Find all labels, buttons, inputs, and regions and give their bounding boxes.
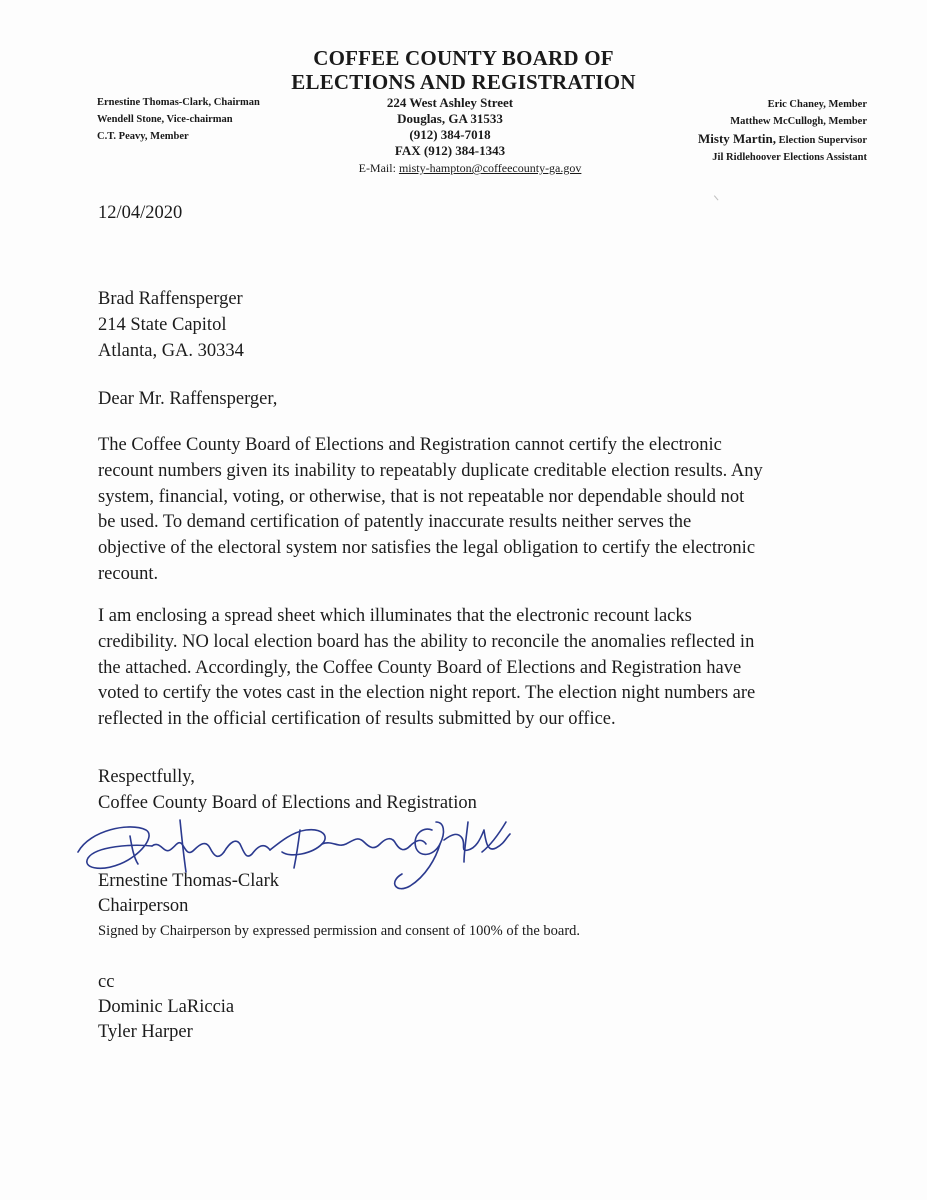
paragraph-2	[98, 604, 878, 733]
salutation: Dear Mr. Raffensperger,	[98, 389, 278, 409]
recipient-city: Atlanta, GA. 30334	[98, 341, 244, 361]
cc-label: cc	[98, 972, 115, 992]
supervisor-name: Misty Martin,	[698, 131, 776, 146]
address-street: 224 West Ashley Street	[386, 95, 514, 110]
email-link[interactable]: misty-hampton@coffeecounty-ga.gov	[398, 161, 582, 175]
paragraph-1	[98, 433, 878, 588]
email-label: E-Mail:	[358, 161, 396, 175]
signer-name: Ernestine Thomas-Clark	[98, 871, 280, 891]
member-peavy: C.T. Peavy, Member	[97, 131, 189, 142]
cc-recipient: Tyler Harper	[98, 1022, 193, 1042]
right-members-block	[698, 96, 867, 166]
address-block	[320, 95, 580, 159]
letter-date: 12/04/2020	[98, 203, 183, 223]
letterhead-title-line1: COFFEE COUNTY BOARD OF	[313, 46, 614, 70]
address-city: Douglas, GA 31533	[397, 111, 503, 126]
signature-permission-note: Signed by Chairperson by expressed permission and consent of 100% of the board.	[98, 923, 581, 939]
paragraph-1-line: recount.	[98, 563, 159, 584]
address-phone: (912) 384-7018	[409, 127, 491, 142]
paragraph-1-line: be used. To demand certification of patently inaccurate results neither serves the	[98, 512, 692, 533]
member-supervisor	[698, 130, 867, 149]
recipient-name: Brad Raffensperger	[98, 289, 243, 309]
recipient-street: 214 State Capitol	[98, 315, 227, 335]
paragraph-2-line: credibility. NO local election board has the ability to reconcile the anomalies reflected in	[98, 631, 755, 652]
paragraph-1-line: system, financial, voting, or otherwise, that is not repeatable nor dependable should not	[98, 486, 745, 507]
member-mccullogh: Matthew McCullogh, Member	[730, 116, 867, 127]
letterhead-title-line2: ELECTIONS AND REGISTRATION	[291, 70, 636, 94]
paragraph-2-line: voted to certify the votes cast in the election night report. The election night numbers are	[98, 683, 756, 704]
cc-recipient: Dominic LaRiccia	[98, 997, 235, 1017]
paragraph-2-line: I am enclosing a spread sheet which illuminates that the electronic recount lacks	[98, 606, 692, 626]
paragraph-1-line: The Coffee County Board of Elections and Registration cannot certify the electronic	[98, 435, 722, 455]
member-assistant: Jil Ridlehoover Elections Assistant	[712, 152, 867, 163]
paragraph-1-line: objective of the electoral system nor satisfies the legal obligation to certify the electronic	[98, 538, 756, 559]
signer-title: Chairperson	[98, 896, 189, 916]
signing-organization: Coffee County Board of Elections and Registration	[98, 793, 477, 813]
closing: Respectfully,	[98, 767, 195, 787]
address-fax: FAX (912) 384-1343	[394, 143, 506, 158]
member-chairman: Ernestine Thomas-Clark, Chairman	[97, 97, 260, 108]
member-vice-chairman: Wendell Stone, Vice-chairman	[97, 114, 233, 125]
paragraph-1-line: recount numbers given its inability to repeatably duplicate creditable election results. Any	[98, 460, 763, 481]
left-members-block	[97, 94, 260, 145]
supervisor-role: Election Supervisor	[778, 135, 867, 146]
paragraph-2-line: the attached. Accordingly, the Coffee County Board of Elections and Registration have	[98, 657, 742, 678]
paragraph-2-line: reflected in the official certification of results submitted by our office.	[98, 709, 616, 730]
email-line	[300, 161, 640, 176]
member-chaney: Eric Chaney, Member	[767, 99, 867, 110]
